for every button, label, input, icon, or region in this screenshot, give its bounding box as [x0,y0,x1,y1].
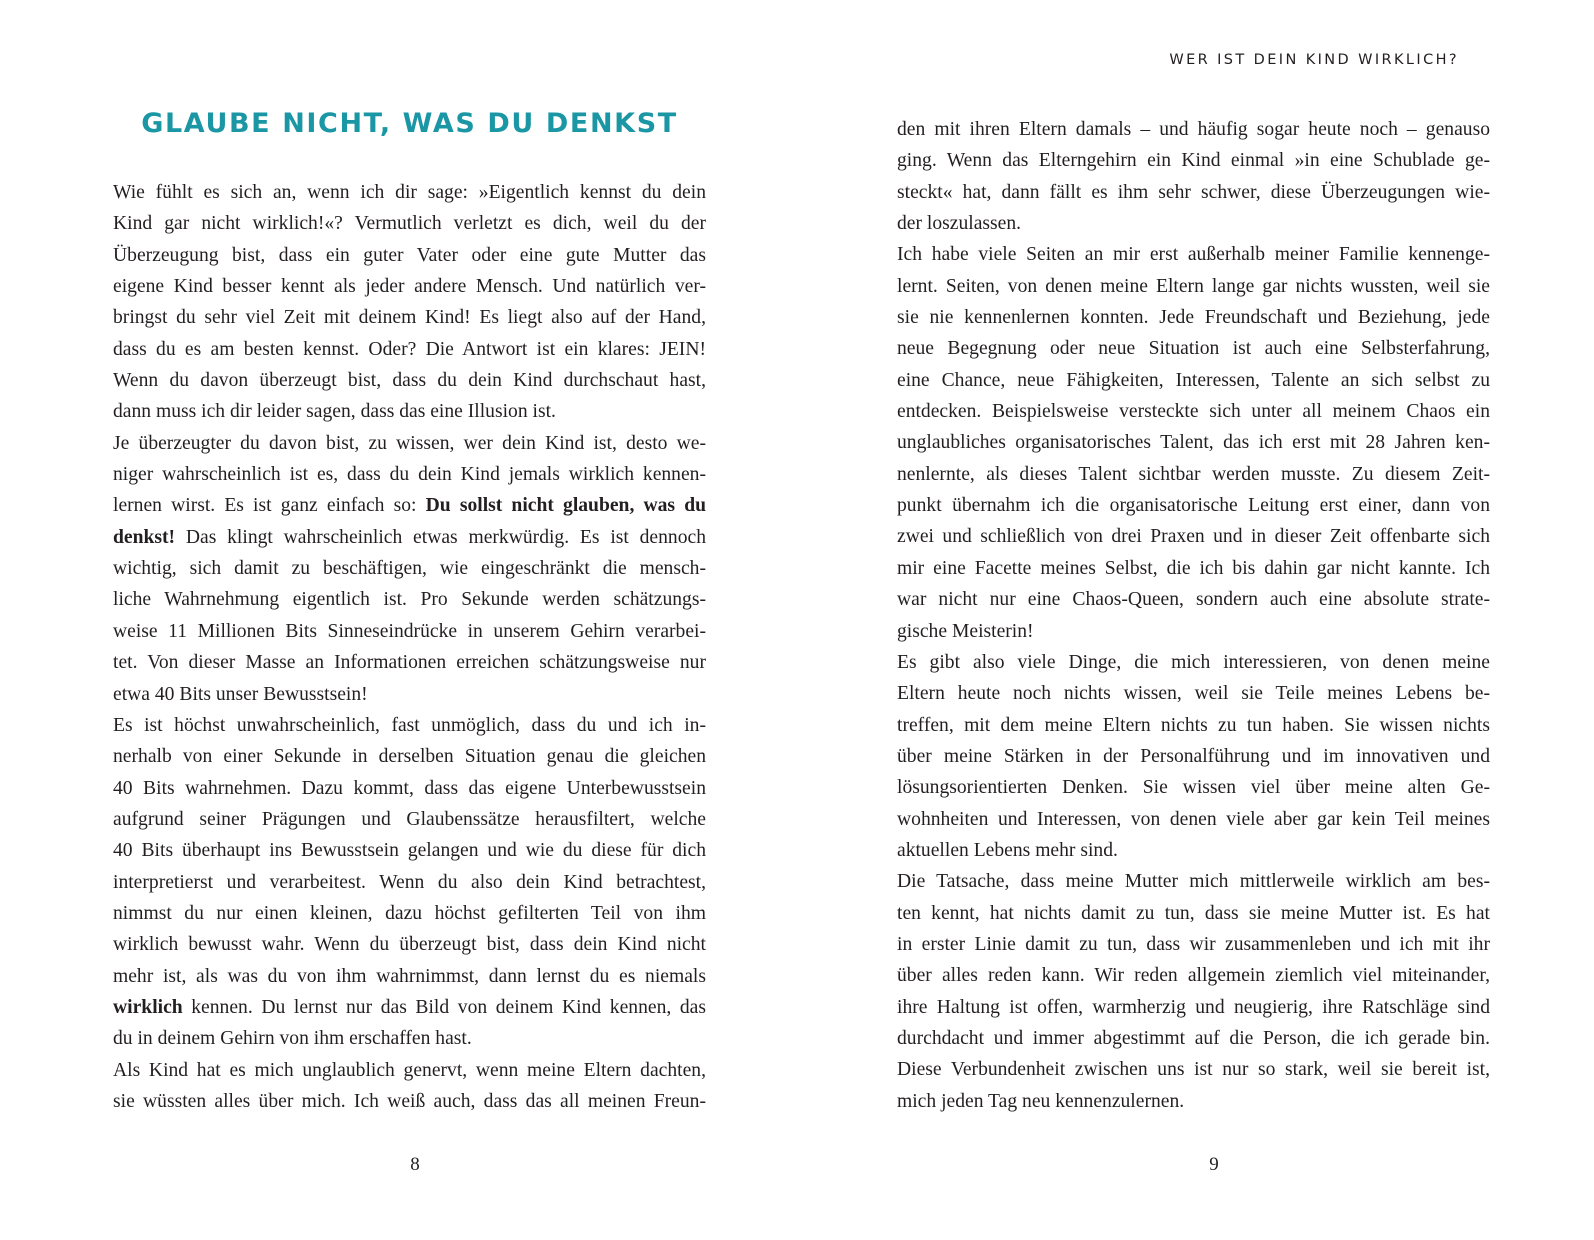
text-line: nimmst du nur einen kleinen, dazu höchst gefilterten Teil von ihm [113,902,706,924]
text-line: über meine Stärken in der Personalführung und im innovativen und [897,745,1490,767]
text-line: punkt übernahm ich die organisatorische Leitung erst einer, dann von [897,495,1490,517]
text-line: bringst du sehr viel Zeit mit deinem Kind! Es liegt also auf der Hand, [113,307,706,329]
text-line: aufgrund seiner Prägungen und Glaubenssätze herausfiltert, welche [113,808,706,830]
text-line: 40 Bits wahrnehmen. Dazu kommt, dass das eigene Unterbewusstsein [113,777,706,799]
text-line: steckt« hat, dann fällt es ihm sehr schwer, diese Überzeugungen wie- [897,181,1490,203]
text-line: dass du es am besten kennst. Oder? Die Antwort ist ein klares: JEIN! [113,338,706,360]
text-line: du in deinem Gehirn von ihm erschaffen hast. [113,1028,472,1050]
text-line [113,522,706,553]
text-line: Wenn du davon überzeugt bist, dass du dein Kind durchschaut hast, [113,370,706,392]
text-line: wichtig, sich damit zu beschäftigen, wie eingeschränkt die mensch- [113,558,706,580]
text-line: 40 Bits überhaupt ins Bewusstsein gelangen und wie du diese für dich [113,840,706,862]
text-line: über alles reden kann. Wir reden allgemein ziemlich viel miteinander, [897,965,1490,987]
left-page-text [113,177,706,1117]
text-line: treffen, mit dem meine Eltern nichts zu tun haben. Sie wissen nichts [897,714,1490,736]
text-line: wirklich bewusst wahr. Wenn du überzeugt bist, dass dein Kind nicht [113,934,706,956]
text-line: sie wüssten alles über mich. Ich weiß auch, dass das all meinen Freun- [113,1090,706,1112]
text-line [113,992,706,1023]
text-line: Eltern heute noch nichts wissen, weil sie Teile meines Lebens be- [897,683,1490,705]
text-line: lösungsorientierten Denken. Sie wissen viel über meine alten Ge- [897,777,1490,799]
text-line: Wie fühlt es sich an, wenn ich dir sage: »Eigentlich kennst du dein [113,182,706,203]
text-line: Ich habe viele Seiten an mir erst außerhalb meiner Familie kennenge- [897,244,1490,266]
text-line: dann muss ich dir leider sagen, dass das eine Illusion ist. [113,401,556,423]
text-line: gische Meisterin! [897,620,1034,642]
text-line: lernt. Seiten, von denen meine Eltern lange gar nichts wussten, weil sie [897,275,1490,297]
text-line: durchdacht und immer abgestimmt auf die Person, die ich gerade bin. [897,1027,1490,1049]
text-line: nenlernte, als dieses Talent sichtbar werden musste. Zu diesem Zeit- [897,463,1490,485]
text-line: neue Begegnung oder neue Situation ist auch eine Selbsterfahrung, [897,338,1490,360]
text-line: Es gibt also viele Dinge, die mich interessieren, von denen meine [897,651,1490,673]
text-line: mich jeden Tag neu kennenzulernen. [897,1090,1185,1112]
text-line: aktuellen Lebens mehr sind. [897,839,1118,861]
text-line: Je überzeugter du davon bist, zu wissen, wer dein Kind ist, desto we- [113,432,706,454]
text-line: Als Kind hat es mich unglaublich genervt, wenn meine Eltern dachten, [113,1059,706,1081]
text-line: etwa 40 Bits unser Bewusstsein! [113,683,368,705]
text-line: mir eine Facette meines Selbst, die ich bis dahin gar nicht kannte. Ich [897,557,1490,579]
text-line: niger wahrscheinlich ist es, dass du dein Kind jemals wirklich kennen- [113,464,706,486]
text-line: eigene Kind besser kennt als jeder andere Mensch. Und natürlich ver- [113,276,706,298]
text-line: ten kennt, hat nichts damit zu tun, dass sie meine Mutter ist. Es hat [897,902,1490,924]
text-line: den mit ihren Eltern damals – und häufig sogar heute noch – genauso [897,119,1490,140]
text-line [113,490,706,521]
running-head: WER IST DEIN KIND WIRKLICH? [1169,52,1459,68]
text-line: tet. Von dieser Masse an Informationen erreichen schätzungsweise nur [113,652,706,674]
right-page-text [897,114,1490,1117]
page-number: 8 [410,1154,420,1175]
text-line: ging. Wenn das Elterngehirn ein Kind einmal »in eine Schublade ge- [897,150,1490,172]
text-line: zwei und schließlich von drei Praxen und in dieser Zeit offenbarte sich [897,526,1490,548]
text-run: lernen wirst. Es ist ganz einfach so: [113,495,426,517]
text-line: war nicht nur eine Chaos-Queen, sondern auch eine absolute strate- [897,589,1490,611]
text-line: Es ist höchst unwahrscheinlich, fast unmöglich, dass du und ich in- [113,714,706,736]
text-line: Kind gar nicht wirklich!«? Vermutlich verletzt es dich, weil du der [113,213,706,235]
text-line: interpretierst und verarbeitest. Wenn du also dein Kind betrachtest, [113,871,706,893]
chapter-title: GLAUBE NICHT, WAS DU DENKST [141,108,678,139]
text-line: Diese Verbundenheit zwischen uns ist nur so stark, weil sie bereit ist, [897,1059,1490,1081]
text-line: der loszulassen. [897,213,1022,235]
bold-text: denkst! [113,526,176,548]
text-line: nerhalb von einer Sekunde in derselben Situation genau die gleichen [113,746,706,768]
text-line: wohnheiten und Interessen, von denen viele aber gar kein Teil meines [897,808,1490,830]
page-number: 9 [1209,1154,1219,1175]
text-line: liche Wahrnehmung eigentlich ist. Pro Sekunde werden schätzungs- [113,589,706,611]
bold-text: Du sollst nicht glauben, was du [425,495,706,517]
text-line: Überzeugung bist, dass ein guter Vater oder eine gute Mutter das [113,244,706,266]
text-line: sie nie kennenlernen konnten. Jede Freundschaft und Beziehung, jede [897,307,1490,329]
text-line: Die Tatsache, dass meine Mutter mich mittlerweile wirklich am bes- [897,871,1490,893]
text-line: eine Chance, neue Fähigkeiten, Interessen, Talente an sich selbst zu [897,369,1490,391]
text-line: entdecken. Beispielsweise versteckte sich unter all meinem Chaos ein [897,401,1490,423]
text-line: in erster Linie damit zu tun, dass wir zusammenleben und ich mit ihr [897,933,1490,955]
text-run: kennen. Du lernst nur das Bild von deinem Kind kennen, das [182,996,706,1018]
text-line: ihre Haltung ist offen, warmherzig und neugierig, ihre Ratschläge sind [897,996,1490,1018]
text-run: Das klingt wahrscheinlich etwas merkwürdig. Es ist dennoch [175,526,706,548]
bold-text: wirklich [113,996,183,1018]
text-line: mehr ist, als was du von ihm wahrnimmst, dann lernst du es niemals [113,965,706,987]
text-line: unglaubliches organisatorisches Talent, das ich erst mit 28 Jahren ken- [897,432,1490,454]
text-line: weise 11 Millionen Bits Sinneseindrücke in unserem Gehirn verarbei- [113,620,706,642]
right-page [797,0,1594,1240]
